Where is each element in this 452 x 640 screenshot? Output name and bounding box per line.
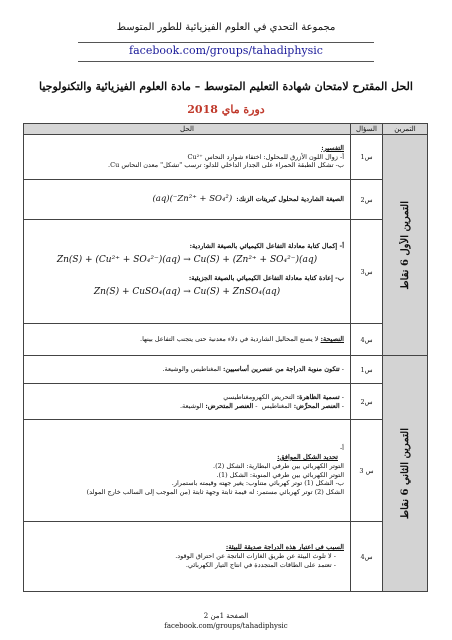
exercise-1-cell (383, 135, 428, 356)
ex2-q3-a-prefix: أ- (339, 444, 344, 453)
ex2-q1-text: المغناطيس والوشيعة. (162, 365, 221, 374)
ex2-q2-answer: - تسمية الظاهرة: التحريض الكهرومغناطيسي - العنصر المحرِّض: المغناطيس - العنصر المتحرض: الوشيعة. (24, 384, 351, 420)
ex2-q3-a-title: تحديد الشكل الموافق: (277, 452, 338, 461)
page-number: الصفحة 1من 2 (203, 612, 249, 620)
ex1-q4-number: س4 (351, 324, 383, 356)
ex1-q4-answer (24, 324, 351, 356)
header-question: السؤال (351, 124, 383, 135)
ex2-q1-title: تتكون منوبة الدراجة من عنصرين أساسيين: (222, 365, 340, 374)
group-title: مجموعة التحدي في العلوم الفيزيائية للطور المتوسط (116, 22, 336, 33)
exercise-2-cell (383, 356, 428, 592)
facebook-link-top[interactable]: facebook.com/groups/tahadiphysic (129, 44, 323, 57)
ex2-q3-a1: التوتر الكهربائي بين طرفي البطارية: الشكل (2). (213, 461, 344, 470)
exercise-1-label: التمرين الأول 6 نقاط (399, 200, 411, 290)
ex2-q3-b1: ب- الشكل (1) توتر كهربائي متناوب: يغير جهته وقيمته باستمرار. (171, 479, 344, 488)
ex2-q2-inducer-title: العنصر المحرِّض: (293, 401, 340, 410)
ex1-q4-text: لا يصنع المحاليل الشاردية في دلاء معدنية حتى يتجنب التفاعل بينها. (140, 335, 319, 344)
ex2-q2-number: س2 (351, 384, 383, 420)
ex2-q4-number: س4 (351, 522, 383, 592)
ex1-q2-formula: (Zn²⁺ + SO₄²⁻)(aq) (152, 193, 233, 204)
main-title: الحل المقترح لامتحان شهادة التعليم المتوسط – مادة العلوم الفيزيائية والتكنولوجيا (39, 80, 413, 93)
ex1-q3-a-label: أ- إكمال كتابة معادلة التفاعل الكيميائي بالصيغة الشاردية: (189, 242, 344, 251)
ex1-q1-b: ب- تشكل الطبقة الحمراء على الجدار الداخلي للدلو: ترسب "تشكل" معدن النحاس Cu. (108, 161, 344, 170)
ex1-q2-answer (24, 180, 351, 220)
ex1-q4-title: النصيحة: (320, 335, 344, 344)
ex2-q3-b2: الشكل (2) توتر كهربائي مستمر: له قيمة ثابتة وجهة ثابتة (من الموجب إلى السالب خارج المولد) (86, 488, 344, 497)
ex1-q1-title: التفسير: (321, 143, 344, 152)
ex2-q2-induced: الوشيعة. (179, 401, 204, 410)
ex1-q1-answer (24, 135, 351, 180)
facebook-link-footer[interactable]: facebook.com/groups/tahadiphysic (164, 622, 288, 630)
ex2-q3-a2: التوتر الكهربائي بين طرفي المنوبة: الشكل (1). (216, 470, 344, 479)
ex2-q4-title: السبب في اعتبار هذه الدراجة صديقة للبيئة: (225, 543, 344, 552)
ex2-q4-bullet-1: لا تلوث البيئة عن طريق الغازات الناتجة عن احتراق الوقود. (175, 552, 332, 561)
solution-table (23, 123, 428, 592)
ex2-q1-number: س1 (351, 356, 383, 384)
ex1-q3-answer (24, 220, 351, 324)
ex1-q3-number: س3 (351, 220, 383, 324)
ex2-q3-answer (24, 420, 351, 522)
ex2-q4-bullet-2: تعتمد على الطاقات المتجددة في انتاج التيار الكهربائي. (185, 560, 332, 569)
ex2-q3-number: س 3 (351, 420, 383, 522)
ex1-q3-b-label: ب- إعادة كتابة معادلة التفاعل الكيميائي بالصيغة الجزيئية: (188, 274, 344, 282)
ex2-q1-answer: - تتكون منوبة الدراجة من عنصرين أساسيين: المغناطيس والوشيعة. (24, 356, 351, 384)
ex2-q2-phenomenon: التحريض الكهرومغناطيسي (223, 392, 295, 401)
ex1-q2-label: الصيغة الشاردية لمحلول كبريتات الزنك: (236, 194, 344, 203)
ex1-q3-ionic-equation: Zn(S) + (Cu²⁺ + SO₄²⁻)(aq) → Cu(S) + (Zn²⁺ + SO₄²⁻)(aq) (56, 254, 318, 265)
divider-bottom (78, 61, 374, 62)
ex1-q1-number: س1 (351, 135, 383, 180)
header-solution: الحل (24, 124, 351, 135)
ex1-q2-number: س2 (351, 180, 383, 220)
ex2-q2-inducer: المغناطيس (261, 401, 292, 410)
exercise-2-label: التمرين الثاني 6 نقاط (399, 427, 411, 520)
ex2-q4-answer: السبب في اعتبار هذه الدراجة صديقة للبيئة: - لا تلوث البيئة عن طريق الغازات الناتجة عن احتراق الوقود. - تعتمد على الطاقات المتجددة في انتاج التيار الكهربائي. (24, 522, 351, 592)
ex1-q1-a: أ- زوال اللون الأزرق للمحلول: اختفاء شوارد النحاس ⁺Cu² (187, 152, 344, 161)
ex1-q3-molecular-equation: Zn(S) + CuSO₄(aq) → Cu(S) + ZnSO₄(aq) (93, 286, 281, 297)
ex2-q2-phenomenon-title: تسمية الظاهرة: (296, 392, 340, 401)
session-title: دورة ماي 2018 (187, 103, 265, 116)
ex2-q2-induced-title: العنصر المتحرض: (205, 401, 254, 410)
header-exercise: التمرين (383, 124, 428, 135)
divider-top (78, 42, 374, 43)
